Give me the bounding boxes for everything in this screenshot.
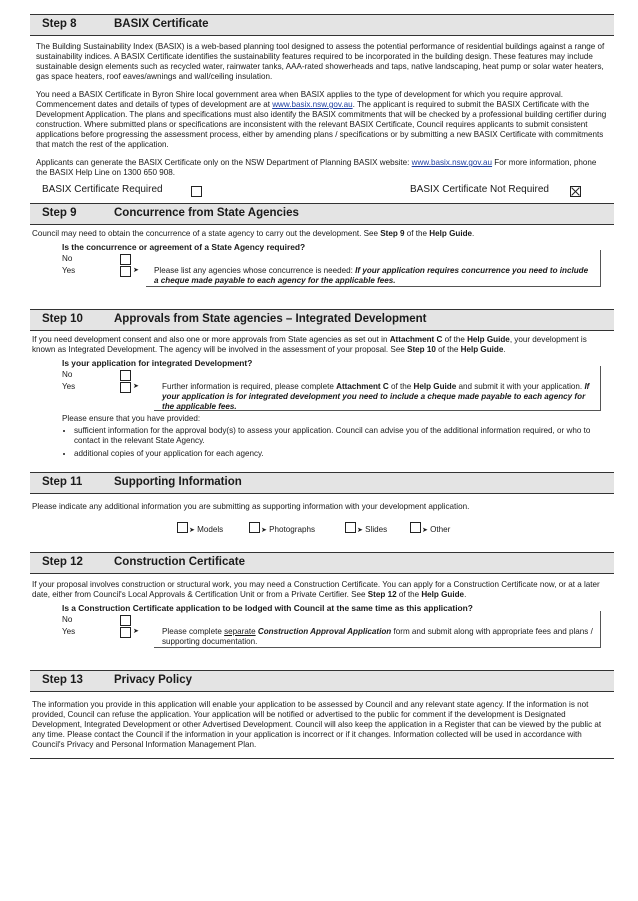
no-label: No [62,615,73,624]
step-title: Supporting Information [114,476,242,488]
arrow-icon: ➤ [133,383,139,390]
arrow-icon: ➤ [189,527,195,534]
option-photographs[interactable]: ➤ Photographs [249,522,315,536]
arrow-icon: ➤ [357,527,363,534]
provide-heading: Please ensure that you have provided: [62,414,201,423]
step-title: Concurrence from State Agencies [114,207,299,219]
basix-not-required-checkbox[interactable] [570,186,581,197]
construction-intro: If your proposal involves construction or structural work, you may need a Construction Certificate. You can apply for a Construction Certificate now, or at a later date, either from Council's Local Approvals & Certification Unit or from a Private Certifier. See Step 12 of the Help Guide. [32,580,600,599]
step-10-header [30,309,614,331]
step-number: Step 10 [42,313,83,325]
construction-yes-row [36,625,608,649]
integrated-question: Is your application for integrated Development? [62,358,253,368]
step-8-header [30,14,614,36]
step-12-header [30,552,614,574]
step-number: Step 9 [42,207,77,219]
step-13-body [30,692,614,754]
provide-list [56,426,608,459]
concurrence-yes-text: Please list any agencies whose concurrence is needed: If your application requires concurrence you need to include a cheque made payable to each agency for the applicable fees. [154,266,589,285]
supporting-options [36,522,608,534]
answer-box-border [146,250,601,287]
concurrence-yes-row [36,264,608,288]
list-item: • additional copies of your application for each agency. [74,449,608,459]
construction-yes-checkbox[interactable] [120,627,131,638]
supporting-intro: Please indicate any additional information you are submitting as supporting information with your development application. [32,502,470,511]
yes-label: Yes [62,382,76,391]
step-number: Step 11 [42,476,83,488]
step-number: Step 13 [42,674,83,686]
step-number: Step 8 [42,18,77,30]
basix-required-checkbox[interactable] [191,186,202,197]
step-title: BASIX Certificate [114,18,209,30]
no-label: No [62,254,73,263]
arrow-icon: ➤ [261,527,267,534]
arrow-icon: ➤ [133,267,139,274]
photographs-checkbox[interactable] [249,522,260,533]
basix-requirement-text: You need a BASIX Certificate in Byron Shire local government area when BASIX applies to the type of development for which you require approval. Commencement dates and details of types of development are at www.basix.nsw.gov.au. The applicant is required to submit the BASIX Certificate with the Development Application. The plans and specifications must also identify the BASIX commitments that will be checked by a professional building certifier during construction. Where submitted plans or specifications are inconsistent with the relevant BASIX Certificate, Council requires applicants to submit consistent applications before progressing the assessment process, either by amending plans / specifications or by submitting a new BASIX Certificate with commitments that match the rest of the application. [36,90,607,149]
concurrence-question: Is the concurrence or agreement of a State Agency required? [62,242,306,252]
yes-label: Yes [62,266,76,275]
integrated-yes-text: Further information is required, please complete Attachment C of the Help Guide and submit it with your application. If your application is for integrated development you need to include a cheque made payable to each agency for the applicable fees. [162,382,590,411]
integrated-intro: If you need development consent and also one or more approvals from State agencies as set out in Attachment C of the Help Guide, your development is known as Integrated Development. The agency will be involved in the assessment of your proposal. See Step 10 of the Help Guide. [32,335,587,354]
basix-generate-text: Applicants can generate the BASIX Certificate only on the NSW Department of Planning BASIX website: www.basix.nsw.gov.au For more information, phone the BASIX Help Line on 1300 650 908. [36,158,597,177]
other-checkbox[interactable] [410,522,421,533]
construction-yes-text: Please complete separate Construction Approval Application form and submit along with appropriate fees and plans / supporting documentation. [162,627,593,646]
basix-not-required-label: BASIX Certificate Not Required [410,184,549,195]
arrow-icon: ➤ [133,628,139,635]
models-checkbox[interactable] [177,522,188,533]
privacy-text: The information you provide in this application will enable your application to be assessed by Council and any relevant state agency. If the information is not provided, Council can refuse the application. Your application will be notified or advertised to the public for comment if the development is Designated Development, Integrated Development or other Advertised Development. Council will also keep the application in a Register that can be viewed by the public at any time. Please contact the Council if the information in your application is incorrect or if it changes. Information collected will be used in accordance with Council's Privacy and Personal Information Management Plan. [32,700,602,749]
answer-box-border [154,611,601,648]
basix-required-label: BASIX Certificate Required [42,184,163,195]
form-page [30,14,614,759]
integrated-yes-row [36,380,608,414]
answer-box-border [154,366,601,411]
step-11-header [30,472,614,494]
step-title: Privacy Policy [114,674,192,686]
step-number: Step 12 [42,556,83,568]
concurrence-intro: Council may need to obtain the concurrence of a state agency to carry out the development. See Step 9 of the Help Guide. [32,229,475,238]
basix-choice-row [36,184,608,198]
step-13-header [30,670,614,692]
step-9-header [30,203,614,225]
integrated-yes-checkbox[interactable] [120,382,131,393]
concurrence-yes-checkbox[interactable] [120,266,131,277]
step-12-body [30,574,614,670]
basix-link[interactable]: www.basix.nsw.gov.au [272,100,353,109]
section-bottom-rule [30,758,614,759]
slides-checkbox[interactable] [345,522,356,533]
step-title: Approvals from State agencies – Integrated Development [114,313,427,325]
step-title: Construction Certificate [114,556,245,568]
no-label: No [62,370,73,379]
construction-question: Is a Construction Certificate application to be lodged with Council at the same time as this application? [62,603,473,613]
option-other[interactable]: ➤ Other [410,522,450,536]
option-slides[interactable]: ➤ Slides [345,522,387,536]
step-9-body [30,225,614,309]
option-models[interactable]: ➤ Models [177,522,223,536]
step-10-body [30,331,614,466]
step-8-body [30,36,614,202]
arrow-icon: ➤ [422,527,428,534]
yes-label: Yes [62,627,76,636]
basix-website-link[interactable]: www.basix.nsw.gov.au [411,158,493,167]
basix-description: The Building Sustainability Index (BASIX) is a web-based planning tool designed to assess the potential performance of residential buildings against a range of sustainability indices. A BASIX Certificate identifies the sustainability features required to be incorporated in the building design. These features may include sustainable design elements such as recycled water, rainwater tanks, AAA-rated showerheads and taps, native landscaping, heat pump or solar water heaters, gas space heaters, roof eaves/awnings and wall/ceiling insulation. [36,42,605,81]
list-item: • sufficient information for the approval body(s) to assess your application. Council can advise you of the additional information required, or who to contact in the relevant State Agency. [74,426,608,446]
step-11-body [30,494,614,552]
